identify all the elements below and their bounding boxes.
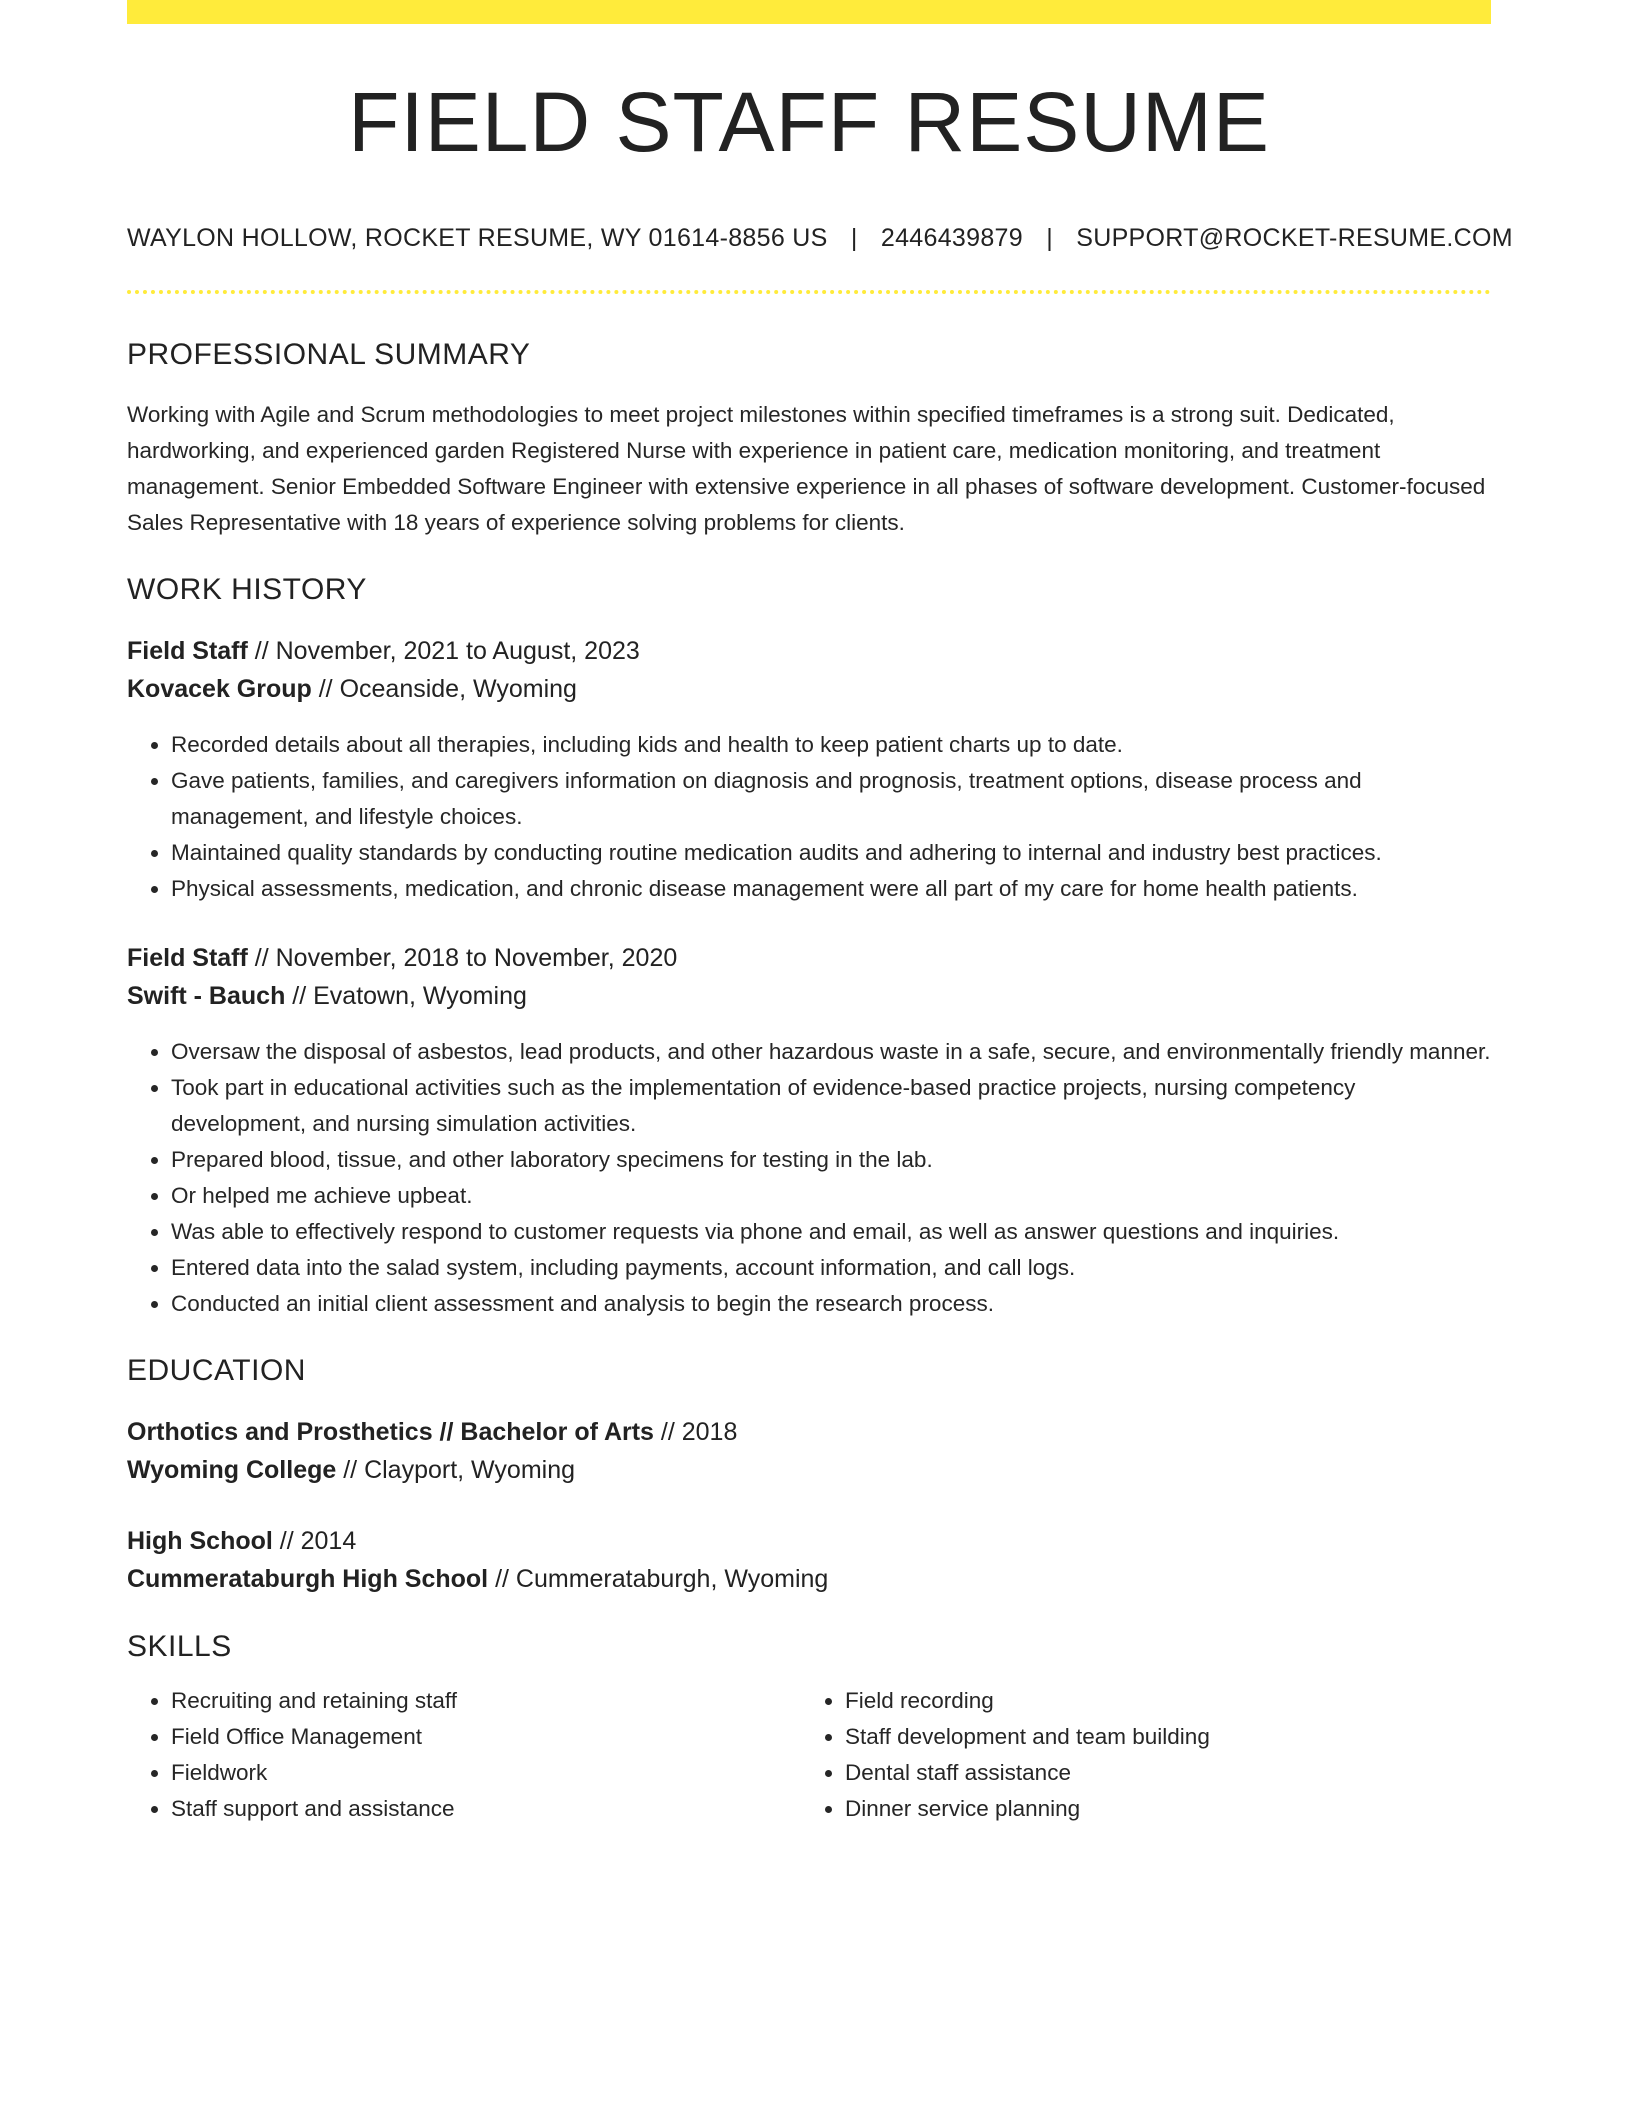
school-location: // Cummerataburgh, Wyoming <box>488 1565 829 1593</box>
degree: High School <box>127 1527 273 1555</box>
contact-line <box>127 224 1513 253</box>
job-entry <box>127 632 1491 708</box>
job-title: Field Staff <box>127 637 248 665</box>
school-location: // Clayport, Wyoming <box>336 1456 576 1484</box>
education-entry <box>127 1522 1491 1598</box>
school-line <box>127 1451 1491 1489</box>
list-item: • Gave patients, families, and caregivers information on diagnosis and prognosis, treatment options, disease process and management, and lifestyle choices. <box>171 763 1491 835</box>
school-line <box>127 1560 1491 1598</box>
job-dates: // November, 2018 to November, 2020 <box>247 944 678 972</box>
job-company: Kovacek Group <box>127 675 312 703</box>
job-company-line <box>127 977 1491 1015</box>
contact-separator: | <box>850 224 858 252</box>
list-item: • Fieldwork <box>171 1755 801 1791</box>
top-accent-bar <box>127 0 1491 24</box>
contact-phone: 2446439879 <box>880 224 1023 252</box>
list-item: • Field Office Management <box>171 1719 801 1755</box>
summary-heading: PROFESSIONAL SUMMARY <box>127 338 531 371</box>
job-company-line <box>127 670 1491 708</box>
job-bullets <box>127 1034 1491 1322</box>
skills-right-list <box>801 1683 1475 1827</box>
job-dates: // November, 2021 to August, 2023 <box>247 637 640 665</box>
contact-email: SUPPORT@ROCKET-RESUME.COM <box>1076 224 1513 252</box>
degree-line <box>127 1522 1491 1560</box>
list-item: • Oversaw the disposal of asbestos, lead products, and other hazardous waste in a safe, secure, and environmentally friendly manner. <box>171 1034 1491 1070</box>
list-item: • Staff development and team building <box>845 1719 1475 1755</box>
job-location: // Evatown, Wyoming <box>285 982 527 1010</box>
contact-separator: | <box>1046 224 1053 252</box>
list-item: • Took part in educational activities such as the implementation of evidence-based practice projects, nursing competency development, and nursing simulation activities. <box>171 1070 1491 1142</box>
contact-address: WAYLON HOLLOW, ROCKET RESUME, WY 01614-8856 US <box>127 224 828 252</box>
job-entry <box>127 939 1491 1015</box>
degree-year: // 2014 <box>272 1527 357 1555</box>
page-title: FIELD STAFF RESUME <box>348 75 1270 169</box>
skills-columns <box>127 1683 1491 1827</box>
list-item: • Entered data into the salad system, including payments, account information, and call logs. <box>171 1250 1491 1286</box>
list-item: • Dinner service planning <box>845 1791 1475 1827</box>
degree: Orthotics and Prosthetics // Bachelor of Arts <box>127 1418 654 1446</box>
list-item: • Physical assessments, medication, and chronic disease management were all part of my care for home health patients. <box>171 871 1491 907</box>
degree-year: // 2018 <box>653 1418 738 1446</box>
education-heading: EDUCATION <box>127 1354 306 1387</box>
job-title-line <box>127 632 1491 670</box>
skills-left-list <box>127 1683 801 1827</box>
education-entry <box>127 1413 1491 1489</box>
job-company: Swift - Bauch <box>127 982 286 1010</box>
list-item: • Staff support and assistance <box>171 1791 801 1827</box>
work-history-heading: WORK HISTORY <box>127 573 367 606</box>
job-bullets <box>127 727 1491 907</box>
list-item: • Prepared blood, tissue, and other laboratory specimens for testing in the lab. <box>171 1142 1491 1178</box>
list-item: • Recruiting and retaining staff <box>171 1683 801 1719</box>
list-item: • Field recording <box>845 1683 1475 1719</box>
school-name: Wyoming College <box>127 1456 337 1484</box>
degree-line <box>127 1413 1491 1451</box>
list-item: • Conducted an initial client assessment and analysis to begin the research process. <box>171 1286 1491 1322</box>
list-item: • Was able to effectively respond to customer requests via phone and email, as well as answer questions and inquiries. <box>171 1214 1491 1250</box>
list-item: • Maintained quality standards by conducting routine medication audits and adhering to internal and industry best practices. <box>171 835 1491 871</box>
dotted-divider <box>127 290 1491 294</box>
school-name: Cummerataburgh High School <box>127 1565 489 1593</box>
job-title: Field Staff <box>127 944 248 972</box>
resume-page <box>127 0 1513 1827</box>
skills-heading: SKILLS <box>127 1630 232 1663</box>
list-item: • Recorded details about all therapies, including kids and health to keep patient charts up to date. <box>171 727 1491 763</box>
list-item: • Or helped me achieve upbeat. <box>171 1178 1491 1214</box>
job-title-line <box>127 939 1491 977</box>
list-item: • Dental staff assistance <box>845 1755 1475 1791</box>
summary-text: Working with Agile and Scrum methodologies to meet project milestones within specified timeframes is a strong suit. Dedicated, hardworking, and experienced garden Registered Nurse with experience in patient care, medication monitoring, and treatment management. Senior Embedded Software Engineer with extensive experience in all phases of software development. Customer-focused Sales Representative with 18 years of experience solving problems for clients. <box>127 402 1486 535</box>
job-location: // Oceanside, Wyoming <box>311 675 577 703</box>
